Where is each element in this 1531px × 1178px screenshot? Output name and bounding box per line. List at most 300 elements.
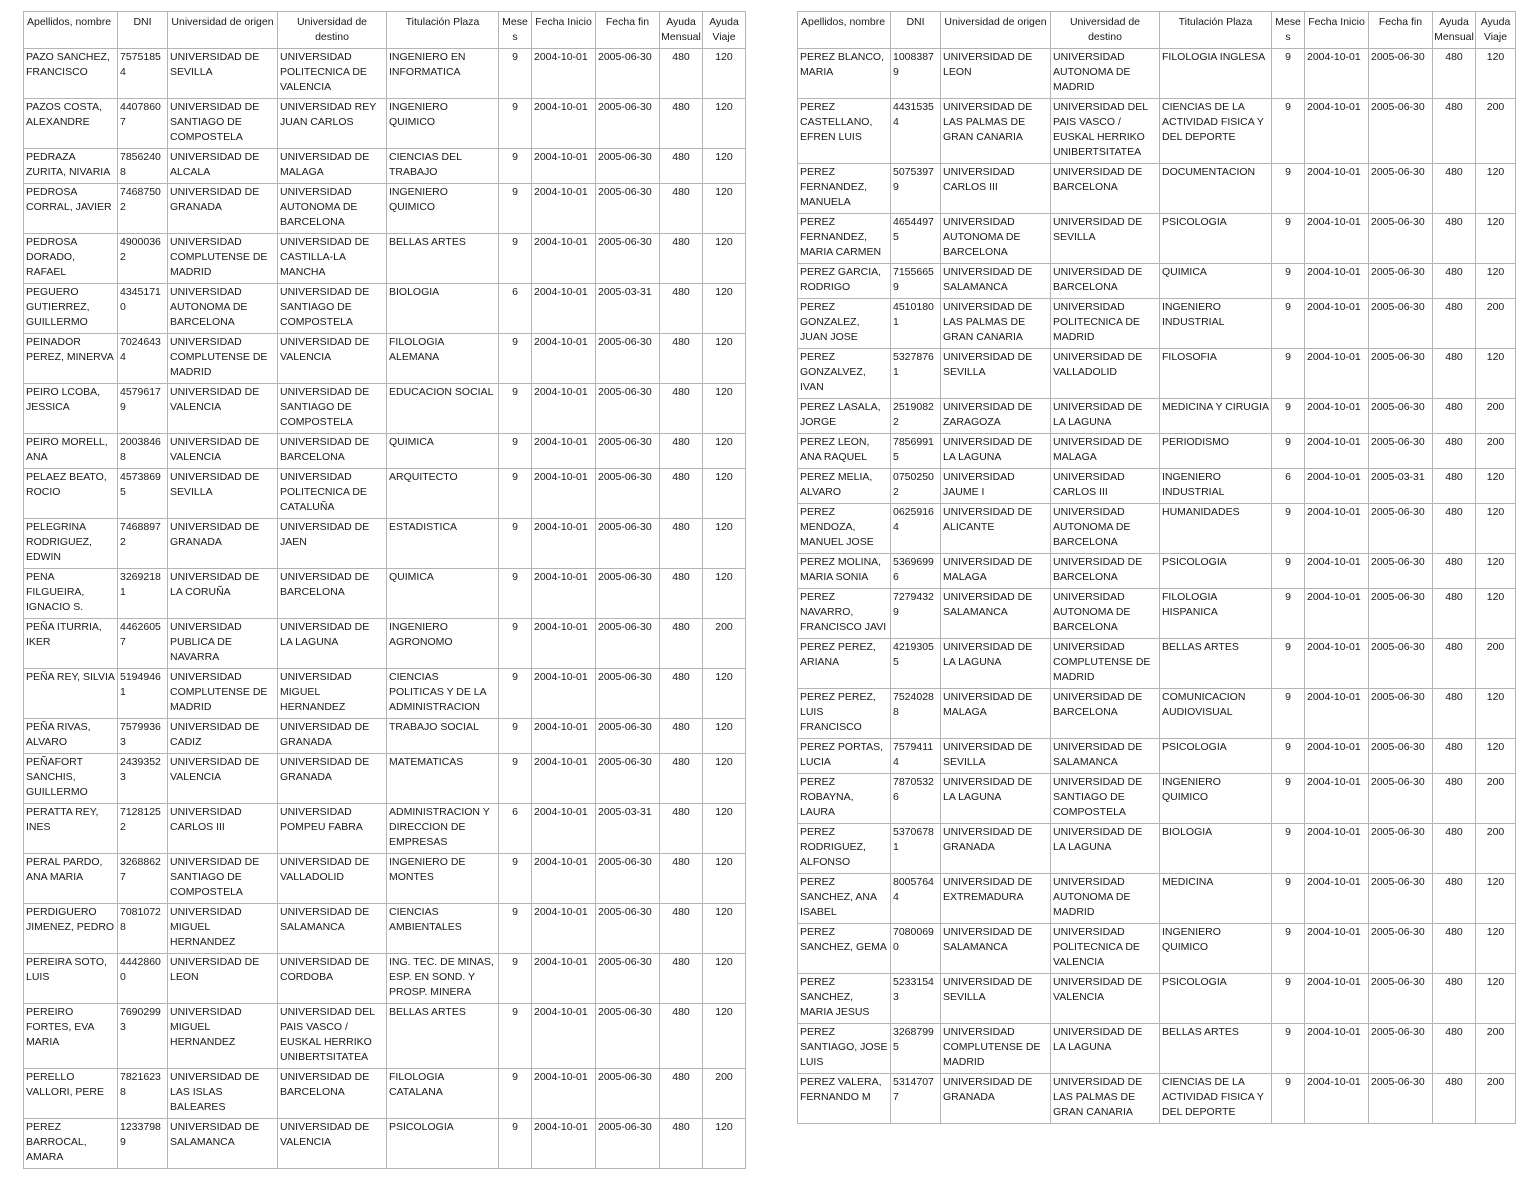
header-row [24, 12, 746, 49]
cell-travel-aid: 120 [703, 99, 746, 149]
cell-monthly-aid: 480 [1433, 924, 1476, 974]
cell-degree: FILOSOFIA [1160, 349, 1272, 399]
cell-destination-university: UNIVERSIDAD DE MALAGA [278, 149, 387, 184]
cell-monthly-aid: 480 [660, 49, 703, 99]
cell-degree: BIOLOGIA [387, 284, 499, 334]
cell-degree: FILOLOGIA ALEMANA [387, 334, 499, 384]
cell-dni: 78569915 [891, 434, 941, 469]
cell-end-date: 2005-06-30 [596, 384, 660, 434]
cell-degree: PSICOLOGIA [1160, 554, 1272, 589]
cell-degree: INGENIERO QUIMICO [387, 184, 499, 234]
cell-monthly-aid: 480 [660, 569, 703, 619]
cell-start-date: 2004-10-01 [532, 284, 596, 334]
cell-degree: PSICOLOGIA [387, 1119, 499, 1169]
cell-degree: ADMINISTRACION Y DIRECCION DE EMPRESAS [387, 804, 499, 854]
col-header-dni: DNI [118, 12, 168, 49]
cell-end-date: 2005-06-30 [1369, 554, 1433, 589]
cell-name: PEÑA RIVAS, ALVARO [24, 719, 118, 754]
cell-monthly-aid: 480 [660, 519, 703, 569]
cell-start-date: 2004-10-01 [1305, 1074, 1369, 1124]
cell-start-date: 2004-10-01 [1305, 639, 1369, 689]
cell-dni: 76902993 [118, 1004, 168, 1069]
cell-months: 9 [1272, 214, 1305, 264]
cell-destination-university: UNIVERSIDAD DE BARCELONA [278, 569, 387, 619]
cell-end-date: 2005-06-30 [596, 719, 660, 754]
cell-end-date: 2005-06-30 [1369, 1024, 1433, 1074]
table-row [24, 754, 746, 804]
cell-start-date: 2004-10-01 [532, 754, 596, 804]
cell-monthly-aid: 480 [660, 99, 703, 149]
cell-origin-university: UNIVERSIDAD AUTONOMA DE BARCELONA [168, 284, 278, 334]
cell-months: 9 [499, 904, 532, 954]
cell-destination-university: UNIVERSIDAD AUTONOMA DE MADRID [1051, 874, 1160, 924]
cell-destination-university: UNIVERSIDAD DEL PAIS VASCO / EUSKAL HERRIKO UNIBERTSITATEA [1051, 99, 1160, 164]
cell-travel-aid: 120 [703, 569, 746, 619]
cell-monthly-aid: 480 [1433, 774, 1476, 824]
cell-travel-aid: 120 [1476, 974, 1516, 1024]
cell-end-date: 2005-06-30 [596, 469, 660, 519]
cell-travel-aid: 120 [1476, 504, 1516, 554]
table-row [24, 519, 746, 569]
cell-degree: INGENIERO EN INFORMATICA [387, 49, 499, 99]
cell-start-date: 2004-10-01 [1305, 469, 1369, 504]
cell-end-date: 2005-03-31 [1369, 469, 1433, 504]
cell-origin-university: UNIVERSIDAD DE LA LAGUNA [941, 774, 1051, 824]
cell-origin-university: UNIVERSIDAD DE LAS PALMAS DE GRAN CANARIA [941, 99, 1051, 164]
cell-end-date: 2005-06-30 [596, 954, 660, 1004]
cell-name: PEREZ FERNANDEZ, MANUELA [798, 164, 891, 214]
cell-dni: 50753979 [891, 164, 941, 214]
cell-monthly-aid: 480 [660, 754, 703, 804]
cell-destination-university: UNIVERSIDAD DE SALAMANCA [278, 904, 387, 954]
cell-destination-university: UNIVERSIDAD DE MALAGA [1051, 434, 1160, 469]
col-header-dni: DNI [891, 12, 941, 49]
cell-destination-university: UNIVERSIDAD DE SEVILLA [1051, 214, 1160, 264]
cell-end-date: 2005-06-30 [596, 99, 660, 149]
table-row [24, 384, 746, 434]
cell-dni: 70810728 [118, 904, 168, 954]
cell-name: PEREZ MOLINA, MARIA SONIA [798, 554, 891, 589]
cell-start-date: 2004-10-01 [1305, 214, 1369, 264]
cell-start-date: 2004-10-01 [532, 519, 596, 569]
cell-degree: INGENIERO AGRONOMO [387, 619, 499, 669]
table-row [798, 399, 1516, 434]
cell-origin-university: UNIVERSIDAD DE LAS ISLAS BALEARES [168, 1069, 278, 1119]
cell-dni: 75751854 [118, 49, 168, 99]
cell-start-date: 2004-10-01 [532, 954, 596, 1004]
cell-months: 6 [499, 284, 532, 334]
cell-origin-university: UNIVERSIDAD COMPLUTENSE DE MADRID [168, 334, 278, 384]
table-row [798, 1074, 1516, 1124]
cell-degree: INGENIERO DE MONTES [387, 854, 499, 904]
cell-months: 9 [499, 434, 532, 469]
cell-start-date: 2004-10-01 [1305, 349, 1369, 399]
cell-name: PEREZ GONZALVEZ, IVAN [798, 349, 891, 399]
cell-origin-university: UNIVERSIDAD DE LEON [168, 954, 278, 1004]
cell-months: 9 [499, 519, 532, 569]
cell-degree: CIENCIAS DE LA ACTIVIDAD FISICA Y DEL DEPORTE [1160, 99, 1272, 164]
cell-degree: BELLAS ARTES [1160, 639, 1272, 689]
cell-name: PEREZ BARROCAL, AMARA [24, 1119, 118, 1169]
cell-origin-university: UNIVERSIDAD DE SALAMANCA [941, 589, 1051, 639]
cell-months: 9 [1272, 49, 1305, 99]
cell-travel-aid: 120 [703, 954, 746, 1004]
cell-destination-university: UNIVERSIDAD POLITECNICA DE CATALUÑA [278, 469, 387, 519]
cell-dni: 07502502 [891, 469, 941, 504]
cell-monthly-aid: 480 [1433, 469, 1476, 504]
cell-name: PEREZ PEREZ, LUIS FRANCISCO [798, 689, 891, 739]
cell-degree: BIOLOGIA [1160, 824, 1272, 874]
cell-dni: 53706781 [891, 824, 941, 874]
cell-travel-aid: 200 [703, 619, 746, 669]
table-row [798, 99, 1516, 164]
cell-end-date: 2005-03-31 [596, 284, 660, 334]
cell-origin-university: UNIVERSIDAD DE MALAGA [941, 689, 1051, 739]
cell-dni: 51949461 [118, 669, 168, 719]
cell-end-date: 2005-06-30 [1369, 824, 1433, 874]
cell-dni: 53147077 [891, 1074, 941, 1124]
cell-travel-aid: 120 [703, 804, 746, 854]
cell-end-date: 2005-06-30 [1369, 299, 1433, 349]
cell-start-date: 2004-10-01 [532, 569, 596, 619]
table-row [798, 639, 1516, 689]
cell-monthly-aid: 480 [1433, 639, 1476, 689]
cell-monthly-aid: 480 [1433, 49, 1476, 99]
table-row [24, 1069, 746, 1119]
table-row [24, 954, 746, 1004]
cell-name: PEREZ ROBAYNA, LAURA [798, 774, 891, 824]
cell-months: 9 [1272, 299, 1305, 349]
cell-origin-university: UNIVERSIDAD DE GRANADA [168, 519, 278, 569]
cell-monthly-aid: 480 [660, 234, 703, 284]
cell-monthly-aid: 480 [660, 334, 703, 384]
cell-months: 9 [499, 184, 532, 234]
cell-end-date: 2005-06-30 [596, 754, 660, 804]
table-row [798, 554, 1516, 589]
cell-origin-university: UNIVERSIDAD DE GRANADA [941, 1074, 1051, 1124]
cell-degree: TRABAJO SOCIAL [387, 719, 499, 754]
cell-degree: ING. TEC. DE MINAS, ESP. EN SOND. Y PROSP. MINERA [387, 954, 499, 1004]
cell-end-date: 2005-06-30 [596, 1119, 660, 1169]
cell-end-date: 2005-06-30 [596, 49, 660, 99]
cell-start-date: 2004-10-01 [532, 234, 596, 284]
table-row [24, 434, 746, 469]
cell-monthly-aid: 480 [660, 954, 703, 1004]
cell-dni: 71281252 [118, 804, 168, 854]
cell-degree: DOCUMENTACION [1160, 164, 1272, 214]
cell-destination-university: UNIVERSIDAD DE CASTILLA-LA MANCHA [278, 234, 387, 284]
cell-start-date: 2004-10-01 [1305, 1024, 1369, 1074]
cell-name: PEREZ SANCHEZ, ANA ISABEL [798, 874, 891, 924]
cell-travel-aid: 200 [1476, 824, 1516, 874]
cell-travel-aid: 120 [703, 904, 746, 954]
cell-travel-aid: 120 [703, 1119, 746, 1169]
table-body-right [798, 49, 1516, 1124]
cell-start-date: 2004-10-01 [532, 49, 596, 99]
cell-monthly-aid: 480 [660, 1069, 703, 1119]
cell-months: 9 [1272, 349, 1305, 399]
table-row [24, 904, 746, 954]
cell-destination-university: UNIVERSIDAD REY JUAN CARLOS [278, 99, 387, 149]
col-header-end-date: Fecha fin [1369, 12, 1433, 49]
cell-origin-university: UNIVERSIDAD DE VALENCIA [168, 434, 278, 469]
cell-dni: 78216238 [118, 1069, 168, 1119]
table-row [24, 1004, 746, 1069]
cell-end-date: 2005-06-30 [1369, 349, 1433, 399]
cell-origin-university: UNIVERSIDAD DE LA LAGUNA [941, 434, 1051, 469]
col-header-monthly-aid: Ayuda Mensual [1433, 12, 1476, 49]
cell-origin-university: UNIVERSIDAD DE SALAMANCA [941, 924, 1051, 974]
cell-months: 9 [1272, 164, 1305, 214]
cell-start-date: 2004-10-01 [1305, 399, 1369, 434]
cell-months: 9 [1272, 99, 1305, 164]
cell-start-date: 2004-10-01 [1305, 974, 1369, 1024]
cell-name: PEREIRA SOTO, LUIS [24, 954, 118, 1004]
cell-monthly-aid: 480 [1433, 589, 1476, 639]
cell-name: PEIRO LCOBA, JESSICA [24, 384, 118, 434]
cell-monthly-aid: 480 [660, 619, 703, 669]
cell-dni: 46544975 [891, 214, 941, 264]
cell-degree: ARQUITECTO [387, 469, 499, 519]
cell-travel-aid: 200 [1476, 399, 1516, 434]
cell-months: 9 [1272, 1024, 1305, 1074]
cell-dni: 78705326 [891, 774, 941, 824]
cell-destination-university: UNIVERSIDAD AUTONOMA DE MADRID [1051, 49, 1160, 99]
col-header-start-date: Fecha Inicio [532, 12, 596, 49]
cell-travel-aid: 120 [1476, 214, 1516, 264]
table-row [798, 264, 1516, 299]
cell-end-date: 2005-06-30 [1369, 164, 1433, 214]
cell-degree: MATEMATICAS [387, 754, 499, 804]
cell-dni: 70246434 [118, 334, 168, 384]
table-row [24, 804, 746, 854]
cell-dni: 78562408 [118, 149, 168, 184]
cell-months: 9 [499, 49, 532, 99]
cell-destination-university: UNIVERSIDAD CARLOS III [1051, 469, 1160, 504]
cell-dni: 52331543 [891, 974, 941, 1024]
cell-dni: 20038468 [118, 434, 168, 469]
cell-destination-university: UNIVERSIDAD AUTONOMA DE BARCELONA [278, 184, 387, 234]
table-row [798, 1024, 1516, 1074]
cell-monthly-aid: 480 [660, 184, 703, 234]
cell-origin-university: UNIVERSIDAD DE LEON [941, 49, 1051, 99]
cell-end-date: 2005-03-31 [596, 804, 660, 854]
cell-months: 9 [499, 619, 532, 669]
cell-degree: MEDICINA [1160, 874, 1272, 924]
cell-destination-university: UNIVERSIDAD DE LAS PALMAS DE GRAN CANARIA [1051, 1074, 1160, 1124]
table-row [24, 49, 746, 99]
cell-destination-university: UNIVERSIDAD AUTONOMA DE BARCELONA [1051, 504, 1160, 554]
cell-travel-aid: 120 [703, 519, 746, 569]
table-row [798, 214, 1516, 264]
cell-dni: 45796179 [118, 384, 168, 434]
cell-travel-aid: 120 [1476, 874, 1516, 924]
cell-months: 9 [499, 669, 532, 719]
cell-origin-university: UNIVERSIDAD DE MALAGA [941, 554, 1051, 589]
cell-travel-aid: 200 [1476, 774, 1516, 824]
table-row [24, 234, 746, 284]
table-row [24, 1119, 746, 1169]
cell-origin-university: UNIVERSIDAD DE SEVILLA [168, 469, 278, 519]
cell-name: PEREZ VALERA, FERNANDO M [798, 1074, 891, 1124]
cell-months: 9 [499, 1069, 532, 1119]
cell-destination-university: UNIVERSIDAD DE CORDOBA [278, 954, 387, 1004]
table-row [798, 504, 1516, 554]
cell-degree: CIENCIAS POLITICAS Y DE LA ADMINISTRACION [387, 669, 499, 719]
cell-travel-aid: 120 [703, 1004, 746, 1069]
cell-degree: ESTADISTICA [387, 519, 499, 569]
cell-end-date: 2005-06-30 [596, 669, 660, 719]
cell-end-date: 2005-06-30 [1369, 399, 1433, 434]
table-row [798, 924, 1516, 974]
cell-destination-university: UNIVERSIDAD DE BARCELONA [1051, 689, 1160, 739]
cell-origin-university: UNIVERSIDAD DE ZARAGOZA [941, 399, 1051, 434]
cell-monthly-aid: 480 [1433, 299, 1476, 349]
cell-degree: QUIMICA [1160, 264, 1272, 299]
cell-dni: 80057644 [891, 874, 941, 924]
cell-origin-university: UNIVERSIDAD DE SALAMANCA [168, 1119, 278, 1169]
cell-travel-aid: 120 [703, 234, 746, 284]
cell-end-date: 2005-06-30 [1369, 1074, 1433, 1124]
table-row [24, 619, 746, 669]
table-row [24, 569, 746, 619]
cell-monthly-aid: 480 [660, 1004, 703, 1069]
cell-travel-aid: 120 [703, 669, 746, 719]
cell-monthly-aid: 480 [1433, 824, 1476, 874]
cell-dni: 45101801 [891, 299, 941, 349]
cell-name: PEREZ RODRIGUEZ, ALFONSO [798, 824, 891, 874]
cell-degree: PERIODISMO [1160, 434, 1272, 469]
cell-dni: 70800690 [891, 924, 941, 974]
col-header-months: Meses [1272, 12, 1305, 49]
table-row [798, 469, 1516, 504]
cell-start-date: 2004-10-01 [532, 334, 596, 384]
cell-destination-university: UNIVERSIDAD DE VALLADOLID [1051, 349, 1160, 399]
cell-origin-university: UNIVERSIDAD DE ALCALA [168, 149, 278, 184]
cell-name: PEREZ PEREZ, ARIANA [798, 639, 891, 689]
table-row [798, 874, 1516, 924]
cell-degree: BELLAS ARTES [1160, 1024, 1272, 1074]
cell-travel-aid: 120 [703, 334, 746, 384]
cell-monthly-aid: 480 [1433, 164, 1476, 214]
cell-name: PELEGRINA RODRIGUEZ, EDWIN [24, 519, 118, 569]
cell-name: PENA FILGUEIRA, IGNACIO S. [24, 569, 118, 619]
cell-dni: 32688627 [118, 854, 168, 904]
cell-months: 9 [1272, 639, 1305, 689]
cell-start-date: 2004-10-01 [1305, 299, 1369, 349]
cell-end-date: 2005-06-30 [596, 519, 660, 569]
table-row [24, 99, 746, 149]
cell-end-date: 2005-06-30 [596, 434, 660, 469]
table-row [798, 774, 1516, 824]
cell-travel-aid: 120 [1476, 349, 1516, 399]
table-body-left [24, 49, 746, 1169]
cell-dni: 32687995 [891, 1024, 941, 1074]
cell-name: PEREZ SANCHEZ, MARIA JESUS [798, 974, 891, 1024]
cell-monthly-aid: 480 [1433, 874, 1476, 924]
cell-end-date: 2005-06-30 [596, 904, 660, 954]
cell-monthly-aid: 480 [660, 904, 703, 954]
cell-months: 9 [499, 149, 532, 184]
cell-name: PEREZ MENDOZA, MANUEL JOSE [798, 504, 891, 554]
col-header-degree: Titulación Plaza [387, 12, 499, 49]
cell-end-date: 2005-06-30 [596, 1004, 660, 1069]
cell-degree: INGENIERO INDUSTRIAL [1160, 299, 1272, 349]
cell-dni: 32692181 [118, 569, 168, 619]
cell-destination-university: UNIVERSIDAD DE BARCELONA [1051, 264, 1160, 299]
cell-name: PEGUERO GUTIERREZ, GUILLERMO [24, 284, 118, 334]
cell-travel-aid: 120 [1476, 264, 1516, 299]
cell-months: 9 [1272, 399, 1305, 434]
cell-start-date: 2004-10-01 [1305, 774, 1369, 824]
cell-end-date: 2005-06-30 [1369, 689, 1433, 739]
cell-start-date: 2004-10-01 [532, 1069, 596, 1119]
cell-months: 9 [1272, 504, 1305, 554]
cell-origin-university: UNIVERSIDAD DE SEVILLA [941, 349, 1051, 399]
cell-dni: 44626057 [118, 619, 168, 669]
cell-degree: BELLAS ARTES [387, 1004, 499, 1069]
cell-start-date: 2004-10-01 [532, 1004, 596, 1069]
cell-destination-university: UNIVERSIDAD DE SANTIAGO DE COMPOSTELA [278, 384, 387, 434]
cell-dni: 53696996 [891, 554, 941, 589]
cell-name: PEREZ LEON, ANA RAQUEL [798, 434, 891, 469]
cell-name: PEREZ BLANCO, MARIA [798, 49, 891, 99]
cell-name: PEREZ SANCHEZ, GEMA [798, 924, 891, 974]
cell-months: 6 [499, 804, 532, 854]
cell-name: PEDROSA DORADO, RAFAEL [24, 234, 118, 284]
table-row [24, 334, 746, 384]
cell-monthly-aid: 480 [1433, 554, 1476, 589]
cell-origin-university: UNIVERSIDAD DE LAS PALMAS DE GRAN CANARIA [941, 299, 1051, 349]
table-row [798, 689, 1516, 739]
cell-dni: 49000362 [118, 234, 168, 284]
cell-monthly-aid: 480 [660, 804, 703, 854]
cell-travel-aid: 120 [703, 719, 746, 754]
cell-destination-university: UNIVERSIDAD DE BARCELONA [278, 434, 387, 469]
cell-months: 9 [1272, 589, 1305, 639]
cell-destination-university: UNIVERSIDAD DE SANTIAGO DE COMPOSTELA [1051, 774, 1160, 824]
cell-start-date: 2004-10-01 [532, 669, 596, 719]
cell-monthly-aid: 480 [660, 284, 703, 334]
table-row [798, 349, 1516, 399]
cell-name: PERELLO VALLORI, PERE [24, 1069, 118, 1119]
cell-start-date: 2004-10-01 [532, 469, 596, 519]
cell-name: PEREZ NAVARRO, FRANCISCO JAVI [798, 589, 891, 639]
cell-start-date: 2004-10-01 [1305, 99, 1369, 164]
cell-dni: 75799363 [118, 719, 168, 754]
cell-dni: 44315354 [891, 99, 941, 164]
cell-degree: QUIMICA [387, 569, 499, 619]
cell-origin-university: UNIVERSIDAD AUTONOMA DE BARCELONA [941, 214, 1051, 264]
cell-dni: 74688972 [118, 519, 168, 569]
table-row [798, 49, 1516, 99]
cell-end-date: 2005-06-30 [596, 619, 660, 669]
cell-end-date: 2005-06-30 [596, 1069, 660, 1119]
col-header-destination-university: Universidad de destino [278, 12, 387, 49]
cell-start-date: 2004-10-01 [532, 904, 596, 954]
cell-monthly-aid: 480 [660, 149, 703, 184]
cell-start-date: 2004-10-01 [1305, 434, 1369, 469]
cell-name: PEREZ MELIA, ALVARO [798, 469, 891, 504]
cell-origin-university: UNIVERSIDAD CARLOS III [941, 164, 1051, 214]
cell-degree: QUIMICA [387, 434, 499, 469]
col-header-name: Apellidos, nombre [24, 12, 118, 49]
cell-travel-aid: 120 [703, 384, 746, 434]
table-row [798, 974, 1516, 1024]
cell-dni: 45738695 [118, 469, 168, 519]
cell-origin-university: UNIVERSIDAD DE ALICANTE [941, 504, 1051, 554]
table-row [798, 739, 1516, 774]
